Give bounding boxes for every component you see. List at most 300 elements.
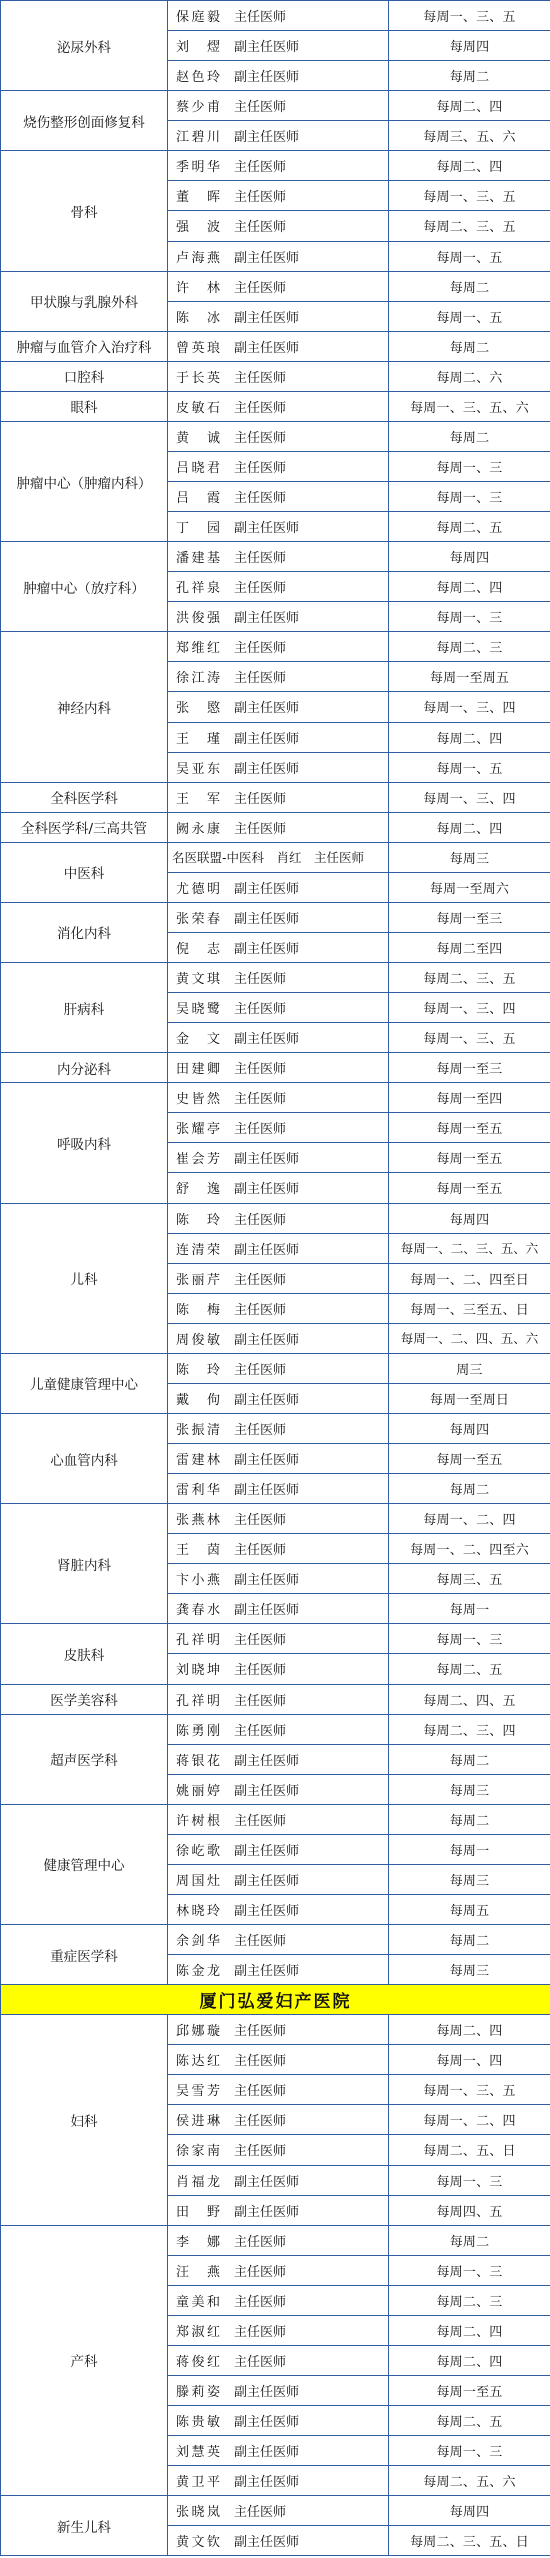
doctor-name: 吴雪芳 xyxy=(176,2084,220,2100)
schedule-cell: 每周一至四 xyxy=(389,1083,550,1113)
doctor-title-cell xyxy=(168,812,389,842)
doctor-title-cell xyxy=(168,932,389,962)
doctor-title: 主任医师 xyxy=(234,100,287,116)
table-row xyxy=(1,1925,550,1955)
doctor-name: 孔祥泉 xyxy=(176,581,220,597)
table-row xyxy=(1,1684,550,1714)
doctor-name: 陈 冰 xyxy=(176,310,220,326)
doctor-name: 黄 诚 xyxy=(176,430,220,446)
department-cell: 全科医学科 xyxy=(1,782,168,812)
doctor-title: 副主任医师 xyxy=(234,2475,300,2491)
doctor-title: 主任医师 xyxy=(234,370,287,386)
schedule-cell: 每周二 xyxy=(389,271,550,301)
schedule-cell: 每周一、三 xyxy=(389,2165,550,2195)
schedule-cell: 每周二 xyxy=(389,1744,550,1774)
table-row xyxy=(1,1804,550,1834)
doctor-title: 副主任医师 xyxy=(234,1873,300,1889)
schedule-cell: 每周一、三至五、日 xyxy=(389,1293,550,1323)
doctor-title-cell xyxy=(168,1714,389,1744)
doctor-name: 侯进琳 xyxy=(176,2114,220,2130)
table-row xyxy=(1,1504,550,1534)
doctor-title-cell xyxy=(168,602,389,632)
schedule-cell: 每周二、四 xyxy=(389,2345,550,2375)
doctor-title: 主任医师 xyxy=(234,280,287,296)
doctor-name: 金 文 xyxy=(176,1032,220,1048)
doctor-title: 主任医师 xyxy=(234,2084,287,2100)
doctor-name: 名医联盟-中医科 肖红 主任医师 xyxy=(172,850,365,866)
table-row xyxy=(1,1624,550,1654)
department-cell: 中医科 xyxy=(1,842,168,902)
department-cell: 妇科 xyxy=(1,2015,168,2225)
schedule-cell: 每周一、三 xyxy=(389,451,550,481)
doctor-title-cell xyxy=(168,1894,389,1924)
doctor-name: 崔会芳 xyxy=(176,1152,220,1168)
doctor-title: 副主任医师 xyxy=(234,2204,300,2220)
schedule-cell: 每周三 xyxy=(389,1774,550,1804)
table-row xyxy=(1,1053,550,1083)
doctor-title: 副主任医师 xyxy=(234,881,300,897)
doctor-title-cell xyxy=(168,722,389,752)
table-row xyxy=(1,1083,550,1113)
doctor-title-cell xyxy=(168,482,389,512)
doctor-title: 副主任医师 xyxy=(234,2174,300,2190)
schedule-cell: 每周四 xyxy=(389,1203,550,1233)
doctor-title: 主任医师 xyxy=(234,972,287,988)
table-row xyxy=(1,1413,550,1443)
doctor-name: 刘慧英 xyxy=(176,2445,220,2461)
doctor-title-cell xyxy=(168,1804,389,1834)
doctor-title-cell xyxy=(168,1173,389,1203)
schedule-cell: 每周一至五 xyxy=(389,1143,550,1173)
table-row xyxy=(1,1714,550,1744)
doctor-title-cell xyxy=(168,2165,389,2195)
doctor-name: 陈达红 xyxy=(176,2054,220,2070)
schedule-cell: 每周二、四 xyxy=(389,812,550,842)
doctor-title-cell xyxy=(168,1353,389,1383)
doctor-name: 张荣春 xyxy=(176,911,220,927)
doctor-title: 主任医师 xyxy=(234,2234,287,2250)
doctor-name: 连清荣 xyxy=(176,1242,220,1258)
doctor-name: 卞小燕 xyxy=(176,1573,220,1589)
doctor-title-cell xyxy=(168,1323,389,1353)
schedule-cell: 周三 xyxy=(389,1353,550,1383)
doctor-title-cell xyxy=(168,1444,389,1474)
doctor-title: 主任医师 xyxy=(234,1422,287,1438)
doctor-name: 吕 霞 xyxy=(176,491,220,507)
doctor-name: 雷建林 xyxy=(176,1453,220,1469)
doctor-name: 陈勇刚 xyxy=(176,1723,220,1739)
doctor-name: 许树根 xyxy=(176,1813,220,1829)
doctor-name: 王 瑾 xyxy=(176,731,220,747)
schedule-cell: 每周一、三、五 xyxy=(389,2075,550,2105)
department-cell: 肿瘤中心（放疗科） xyxy=(1,542,168,632)
doctor-title-cell xyxy=(168,2225,389,2255)
doctor-name: 陈贵敏 xyxy=(176,2415,220,2431)
doctor-title: 主任医师 xyxy=(234,1813,287,1829)
schedule-cell: 每周一、五 xyxy=(389,241,550,271)
department-cell: 神经内科 xyxy=(1,632,168,782)
schedule-cell: 每周一至周六 xyxy=(389,872,550,902)
doctor-title-cell xyxy=(168,1383,389,1413)
schedule-cell: 每周一、五 xyxy=(389,301,550,331)
schedule-cell: 每周二、四 xyxy=(389,91,550,121)
doctor-title-cell xyxy=(168,31,389,61)
doctor-name: 徐屹歌 xyxy=(176,1843,220,1859)
doctor-title-cell xyxy=(168,301,389,331)
schedule-cell: 每周一、二、四至日 xyxy=(389,1263,550,1293)
doctor-title: 副主任医师 xyxy=(234,1242,300,1258)
schedule-cell: 每周一至三 xyxy=(389,1053,550,1083)
doctor-title: 副主任医师 xyxy=(234,2535,300,2551)
doctor-title: 主任医师 xyxy=(234,2354,287,2370)
doctor-title-cell xyxy=(168,1504,389,1534)
doctor-name: 季明华 xyxy=(176,160,220,176)
doctor-title-cell xyxy=(168,1744,389,1774)
doctor-title-cell xyxy=(168,421,389,451)
doctor-title: 副主任医师 xyxy=(234,521,300,537)
doctor-title: 主任医师 xyxy=(234,460,287,476)
doctor-title-cell xyxy=(168,2015,389,2045)
doctor-title: 副主任医师 xyxy=(234,1182,300,1198)
doctor-title-cell xyxy=(168,1774,389,1804)
doctor-title-cell xyxy=(168,331,389,361)
doctor-name: 林晓玲 xyxy=(176,1903,220,1919)
doctor-title: 副主任医师 xyxy=(234,701,300,717)
table-row xyxy=(1,632,550,662)
schedule-cell: 每周一、四 xyxy=(389,2045,550,2075)
department-cell: 重症医学科 xyxy=(1,1925,168,1985)
doctor-title-cell xyxy=(168,2466,389,2496)
schedule-cell: 每周四 xyxy=(389,542,550,572)
schedule-cell: 每周一至周五 xyxy=(389,662,550,692)
doctor-title-cell xyxy=(168,361,389,391)
schedule-cell: 每周二 xyxy=(389,1925,550,1955)
doctor-title: 主任医师 xyxy=(234,2324,287,2340)
doctor-title-cell xyxy=(168,2345,389,2375)
doctor-name: 于长英 xyxy=(176,370,220,386)
doctor-name: 蒋俊红 xyxy=(176,2354,220,2370)
schedule-cell: 每周二、五、六 xyxy=(389,2466,550,2496)
schedule-cell: 每周二、五、日 xyxy=(389,2135,550,2165)
department-cell: 肝病科 xyxy=(1,963,168,1053)
table-row xyxy=(1,782,550,812)
doctor-title-cell xyxy=(168,1143,389,1173)
doctor-name: 黄文琪 xyxy=(176,972,220,988)
schedule-cell: 每周三、五 xyxy=(389,1564,550,1594)
schedule-cell: 每周二、三、四 xyxy=(389,1714,550,1744)
table-row xyxy=(1,1353,550,1383)
doctor-name: 龚春水 xyxy=(176,1603,220,1619)
doctor-title: 主任医师 xyxy=(234,491,287,507)
doctor-title-cell xyxy=(168,2135,389,2165)
doctor-title-cell xyxy=(168,1263,389,1293)
doctor-title: 副主任医师 xyxy=(234,611,300,627)
table-row xyxy=(1,271,550,301)
doctor-title: 副主任医师 xyxy=(234,310,300,326)
doctor-title: 主任医师 xyxy=(234,1693,287,1709)
department-cell: 心血管内科 xyxy=(1,1413,168,1503)
department-cell: 呼吸内科 xyxy=(1,1083,168,1203)
doctor-name: 王 茵 xyxy=(176,1543,220,1559)
doctor-name: 童美和 xyxy=(176,2294,220,2310)
schedule-cell: 每周四 xyxy=(389,31,550,61)
table-row xyxy=(1,2225,550,2255)
doctor-title: 主任医师 xyxy=(234,1633,287,1649)
doctor-title: 主任医师 xyxy=(234,1663,287,1679)
doctor-title: 主任医师 xyxy=(234,2505,287,2521)
doctor-name: 黄卫平 xyxy=(176,2475,220,2491)
schedule-cell: 每周二、三、五 xyxy=(389,963,550,993)
doctor-title: 主任医师 xyxy=(234,1122,287,1138)
doctor-title-cell xyxy=(168,151,389,181)
doctor-name: 刘晓坤 xyxy=(176,1663,220,1679)
doctor-title-cell xyxy=(168,2045,389,2075)
doctor-name: 周国灶 xyxy=(176,1873,220,1889)
doctor-title-cell xyxy=(168,1594,389,1624)
schedule-cell: 每周一、二、四 xyxy=(389,2105,550,2135)
doctor-name: 陈 梅 xyxy=(176,1302,220,1318)
doctor-title-cell xyxy=(168,211,389,241)
department-cell: 内分泌科 xyxy=(1,1053,168,1083)
schedule-cell: 每周一、二、四至六 xyxy=(389,1534,550,1564)
schedule-cell: 每周五 xyxy=(389,1894,550,1924)
doctor-title: 主任医师 xyxy=(234,400,287,416)
doctor-name: 王 军 xyxy=(176,791,220,807)
department-cell: 肿瘤与血管介入治疗科 xyxy=(1,331,168,361)
table-row xyxy=(1,542,550,572)
doctor-name: 徐江涛 xyxy=(176,671,220,687)
schedule-cell: 每周二 xyxy=(389,1804,550,1834)
doctor-title: 副主任医师 xyxy=(234,1483,300,1499)
doctor-title-cell xyxy=(168,963,389,993)
doctor-title: 副主任医师 xyxy=(234,2445,300,2461)
doctor-title-cell xyxy=(168,121,389,151)
schedule-cell: 每周二、五 xyxy=(389,1654,550,1684)
doctor-title: 主任医师 xyxy=(234,1212,287,1228)
table-row xyxy=(1,1203,550,1233)
schedule-cell: 每周一、三、五 xyxy=(389,1023,550,1053)
table-row xyxy=(1,902,550,932)
doctor-name: 洪俊强 xyxy=(176,611,220,627)
department-cell: 肾脏内科 xyxy=(1,1504,168,1624)
doctor-name: 邱娜璇 xyxy=(176,2024,220,2040)
doctor-title-cell xyxy=(168,512,389,542)
department-cell: 皮肤科 xyxy=(1,1624,168,1684)
doctor-name: 赵色玲 xyxy=(176,70,220,86)
schedule-cell: 每周二、三 xyxy=(389,2285,550,2315)
doctor-name: 郑维红 xyxy=(176,641,220,657)
doctor-title-cell xyxy=(168,271,389,301)
schedule-cell: 每周一至周日 xyxy=(389,1383,550,1413)
doctor-name: 吴晓鹭 xyxy=(176,1002,220,1018)
doctor-name: 田 野 xyxy=(176,2204,220,2220)
doctor-name: 蔡少甫 xyxy=(176,100,220,116)
doctor-title-cell xyxy=(168,181,389,211)
doctor-title: 主任医师 xyxy=(234,160,287,176)
doctor-title: 主任医师 xyxy=(234,1272,287,1288)
doctor-title-cell xyxy=(168,451,389,481)
schedule-cell: 每周三、五、六 xyxy=(389,121,550,151)
schedule-cell: 每周一、二、四、五、六 xyxy=(389,1323,550,1353)
doctor-title-cell xyxy=(168,391,389,421)
doctor-name: 吴亚东 xyxy=(176,761,220,777)
doctor-title-cell xyxy=(168,542,389,572)
schedule-cell: 每周一至五 xyxy=(389,1113,550,1143)
doctor-title-cell xyxy=(168,2526,389,2556)
doctor-title: 主任医师 xyxy=(234,1934,287,1950)
schedule-cell: 每周一至五 xyxy=(389,1444,550,1474)
schedule-cell: 每周二、五 xyxy=(389,2406,550,2436)
doctor-title: 主任医师 xyxy=(234,1092,287,1108)
doctor-title: 副主任医师 xyxy=(234,1032,300,1048)
schedule-cell: 每周一、三、四 xyxy=(389,782,550,812)
doctor-name: 陈 玲 xyxy=(176,1212,220,1228)
doctor-title: 主任医师 xyxy=(234,10,287,26)
schedule-cell: 每周二、三 xyxy=(389,632,550,662)
doctor-title: 副主任医师 xyxy=(234,40,300,56)
doctor-name: 李 娜 xyxy=(176,2234,220,2250)
doctor-name: 保庭毅 xyxy=(176,10,220,26)
schedule-cell: 每周一、三、五 xyxy=(389,181,550,211)
table-row xyxy=(1,1,550,31)
doctor-title-cell xyxy=(168,1654,389,1684)
doctor-title-cell xyxy=(168,752,389,782)
schedule-cell: 每周二、四 xyxy=(389,572,550,602)
doctor-name: 丁 园 xyxy=(176,521,220,537)
schedule-cell: 每周二、四、五 xyxy=(389,1684,550,1714)
doctor-name: 刘 熤 xyxy=(176,40,220,56)
doctor-title: 主任医师 xyxy=(234,2294,287,2310)
schedule-cell: 每周二、六 xyxy=(389,361,550,391)
doctor-title-cell xyxy=(168,1,389,31)
doctor-title-cell xyxy=(168,2406,389,2436)
table-row xyxy=(1,2496,550,2526)
schedule-cell: 每周一至五 xyxy=(389,1173,550,1203)
doctor-name: 孔祥明 xyxy=(176,1633,220,1649)
doctor-title-cell xyxy=(168,1834,389,1864)
table-row xyxy=(1,151,550,181)
schedule-cell: 每周一、三 xyxy=(389,482,550,512)
doctor-name: 余剑华 xyxy=(176,1934,220,1950)
schedule-cell: 每周一、三 xyxy=(389,2436,550,2466)
doctor-name: 戴 佝 xyxy=(176,1392,220,1408)
doctor-title: 副主任医师 xyxy=(234,1152,300,1168)
department-cell: 超声医学科 xyxy=(1,1714,168,1804)
table-row xyxy=(1,331,550,361)
department-cell: 健康管理中心 xyxy=(1,1804,168,1924)
department-cell: 新生儿科 xyxy=(1,2496,168,2556)
doctor-title: 副主任医师 xyxy=(234,1753,300,1769)
department-cell: 儿科 xyxy=(1,1203,168,1353)
schedule-cell: 每周四、五 xyxy=(389,2195,550,2225)
doctor-name: 张振清 xyxy=(176,1422,220,1438)
doctor-title-cell xyxy=(168,1955,389,1985)
table-row xyxy=(1,391,550,421)
doctor-title: 副主任医师 xyxy=(234,761,300,777)
schedule-cell: 每周三 xyxy=(389,1864,550,1894)
doctor-title: 副主任医师 xyxy=(234,1453,300,1469)
table-row xyxy=(1,2015,550,2045)
doctor-title: 主任医师 xyxy=(234,1513,287,1529)
doctor-name: 姚丽婷 xyxy=(176,1783,220,1799)
doctor-title-cell xyxy=(168,2105,389,2135)
schedule-cell: 每周二、三、五、日 xyxy=(389,2526,550,2556)
department-cell: 口腔科 xyxy=(1,361,168,391)
doctor-title: 主任医师 xyxy=(234,581,287,597)
doctor-name: 蒋银花 xyxy=(176,1753,220,1769)
doctor-name: 徐家南 xyxy=(176,2144,220,2160)
doctor-title-cell xyxy=(168,1233,389,1263)
table-row xyxy=(1,421,550,451)
doctor-name: 肖福龙 xyxy=(176,2174,220,2190)
doctor-title: 主任医师 xyxy=(234,671,287,687)
table-row xyxy=(1,842,550,872)
doctor-title-cell xyxy=(168,1684,389,1714)
doctor-name: 张 愍 xyxy=(176,701,220,717)
doctor-title: 副主任医师 xyxy=(234,731,300,747)
doctor-title: 副主任医师 xyxy=(234,1603,300,1619)
doctor-title-cell xyxy=(168,2285,389,2315)
doctor-title: 副主任医师 xyxy=(234,340,300,356)
department-cell: 产科 xyxy=(1,2225,168,2496)
doctor-title: 副主任医师 xyxy=(234,1332,300,1348)
doctor-title-cell xyxy=(168,872,389,902)
doctor-title-cell xyxy=(168,91,389,121)
doctor-name: 尤德明 xyxy=(176,881,220,897)
doctor-name: 舒 逸 xyxy=(176,1182,220,1198)
doctor-title: 主任医师 xyxy=(234,1362,287,1378)
schedule-cell: 每周二、三、五 xyxy=(389,211,550,241)
doctor-title: 主任医师 xyxy=(234,220,287,236)
doctor-title: 副主任医师 xyxy=(234,1964,300,1980)
doctor-title: 主任医师 xyxy=(234,2114,287,2130)
doctor-title: 副主任医师 xyxy=(234,250,300,266)
doctor-name: 陈 玲 xyxy=(176,1362,220,1378)
doctor-title: 副主任医师 xyxy=(234,2415,300,2431)
doctor-title-cell xyxy=(168,2315,389,2345)
department-cell: 全科医学科/三高共管 xyxy=(1,812,168,842)
department-cell: 医学美容科 xyxy=(1,1684,168,1714)
department-cell: 肿瘤中心（肿瘤内科） xyxy=(1,421,168,541)
doctor-title-cell xyxy=(168,1474,389,1504)
doctor-name: 强 波 xyxy=(176,220,220,236)
table-row xyxy=(1,963,550,993)
doctor-name: 张丽芹 xyxy=(176,1272,220,1288)
schedule-cell: 每周二、四 xyxy=(389,151,550,181)
doctor-title: 副主任医师 xyxy=(234,941,300,957)
doctor-title-cell xyxy=(168,1925,389,1955)
doctor-title-cell xyxy=(168,692,389,722)
schedule-cell: 每周三 xyxy=(389,842,550,872)
schedule-cell: 每周二至四 xyxy=(389,932,550,962)
doctor-title-cell xyxy=(168,1564,389,1594)
schedule-cell: 每周一、三、五、六 xyxy=(389,391,550,421)
department-cell: 消化内科 xyxy=(1,902,168,962)
doctor-title-cell xyxy=(168,842,389,872)
schedule-cell: 每周一、三、四 xyxy=(389,692,550,722)
doctor-title: 主任医师 xyxy=(234,2264,287,2280)
schedule-cell: 每周一、二、四 xyxy=(389,1504,550,1534)
schedule-cell: 每周二 xyxy=(389,2225,550,2255)
doctor-title-cell xyxy=(168,61,389,91)
doctor-title: 主任医师 xyxy=(234,641,287,657)
doctor-name: 史皆然 xyxy=(176,1092,220,1108)
doctor-name: 张晓岚 xyxy=(176,2505,220,2521)
department-cell: 儿童健康管理中心 xyxy=(1,1353,168,1413)
doctor-title: 副主任医师 xyxy=(234,1573,300,1589)
doctor-title: 主任医师 xyxy=(234,2144,287,2160)
schedule-cell: 每周一、三 xyxy=(389,602,550,632)
